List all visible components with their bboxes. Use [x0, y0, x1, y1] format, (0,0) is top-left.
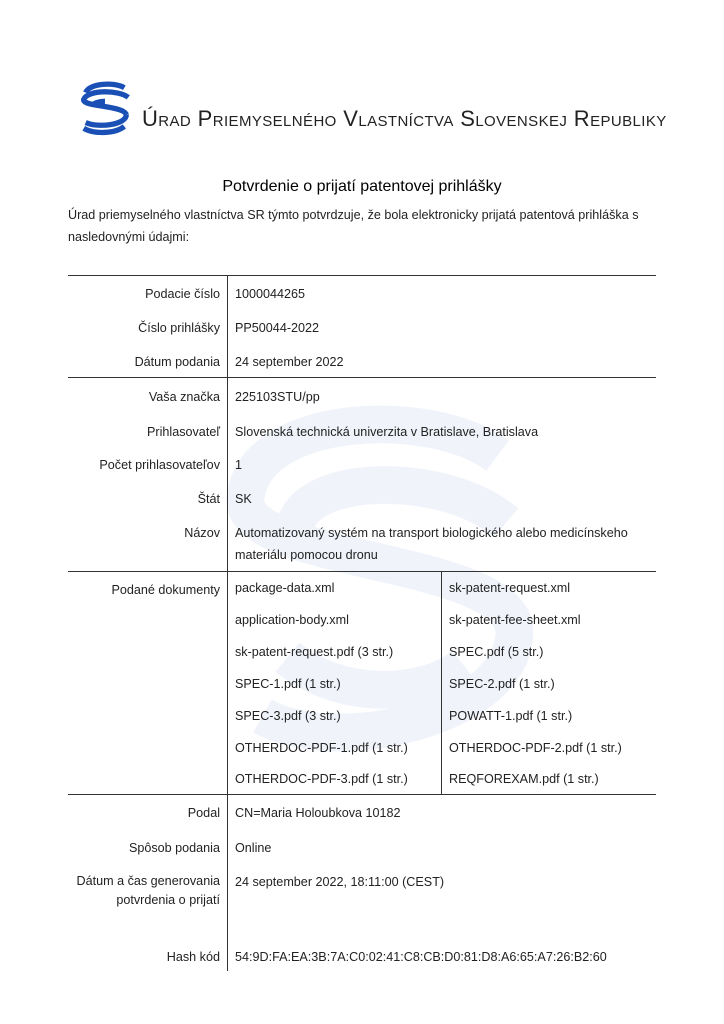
document-intro: Úrad priemyselného vlastníctva SR týmto potvrdzuje, že bola elektronicky prijatá patentová prihláška s nasledovnými údajmi: — [68, 208, 639, 244]
value-sposob-podania: Online — [235, 841, 272, 855]
table-divider — [68, 794, 656, 795]
label-datum-podania: Dátum podania — [134, 355, 220, 369]
table-divider-top — [68, 275, 656, 276]
label-hash-kod: Hash kód — [166, 950, 220, 964]
value-datum-cas: 24 september 2022, 18:11:00 (CEST) — [235, 875, 445, 889]
label-sposob-podania: Spôsob podania — [128, 841, 220, 855]
value-stat: SK — [235, 492, 252, 506]
value-pocet-prihlasovatelov: 1 — [235, 458, 243, 472]
label-pocet-prihlasovatelov: Počet prihlasovateľov — [99, 458, 220, 472]
value-nazov: Automatizovaný systém na transport biologického alebo medicínskeho materiálu pomocou dronu — [235, 526, 628, 562]
document-item: POWATT-1.pdf (1 str.) — [449, 709, 573, 723]
documents-column-divider — [441, 571, 442, 794]
value-podacie-cislo: 1000044265 — [235, 287, 306, 301]
label-stat: Štát — [197, 492, 220, 506]
value-datum-podania: 24 september 2022 — [235, 355, 344, 369]
table-divider — [68, 377, 656, 378]
table-column-divider — [227, 275, 228, 971]
document-item: sk-patent-request.pdf (3 str.) — [235, 645, 394, 659]
label-nazov: Názov — [184, 526, 220, 540]
label-podane-dokumenty: Podané dokumenty — [111, 583, 220, 597]
document-item: SPEC-1.pdf (1 str.) — [235, 677, 341, 691]
value-cislo-prihlasky: PP50044-2022 — [235, 321, 320, 335]
document-item: SPEC.pdf (5 str.) — [449, 645, 544, 659]
document-item: application-body.xml — [235, 613, 349, 627]
label-vasa-znacka: Vaša značka — [148, 390, 220, 404]
document-item: sk-patent-request.xml — [449, 581, 571, 595]
upv-sr-logo-icon — [76, 80, 134, 138]
label-podacie-cislo: Podacie číslo — [145, 287, 220, 301]
office-name: Úrad Priemyselného Vlastníctva Slovenskej Republiky — [142, 106, 667, 131]
table-divider — [68, 571, 656, 572]
value-prihlasovatel: Slovenská technická univerzita v Bratislave, Bratislava — [235, 425, 539, 439]
label-prihlasovatel: Prihlasovateľ — [147, 425, 220, 439]
value-hash-kod: 54:9D:FA:EA:3B:7A:C0:02:41:C8:CB:D0:81:D8:A6:65:A7:26:B2:60 — [235, 950, 607, 964]
document-item: OTHERDOC-PDF-1.pdf (1 str.) — [235, 741, 408, 755]
document-item: OTHERDOC-PDF-2.pdf (1 str.) — [449, 741, 622, 755]
label-datum-cas: Dátum a čas generovania potvrdenia o prijatí — [76, 874, 220, 907]
document-item: SPEC-3.pdf (3 str.) — [235, 709, 341, 723]
document-item: package-data.xml — [235, 581, 335, 595]
value-podal: CN=Maria Holoubkova 10182 — [235, 806, 401, 820]
label-podal: Podal — [187, 806, 220, 820]
document-title: Potvrdenie o prijatí patentovej prihlášky — [222, 178, 502, 195]
label-cislo-prihlasky: Číslo prihlášky — [138, 321, 220, 335]
document-item: sk-patent-fee-sheet.xml — [449, 613, 581, 627]
document-item: SPEC-2.pdf (1 str.) — [449, 677, 555, 691]
document-item: REQFOREXAM.pdf (1 str.) — [449, 772, 599, 786]
document-item: OTHERDOC-PDF-3.pdf (1 str.) — [235, 772, 408, 786]
value-vasa-znacka: 225103STU/pp — [235, 390, 320, 404]
